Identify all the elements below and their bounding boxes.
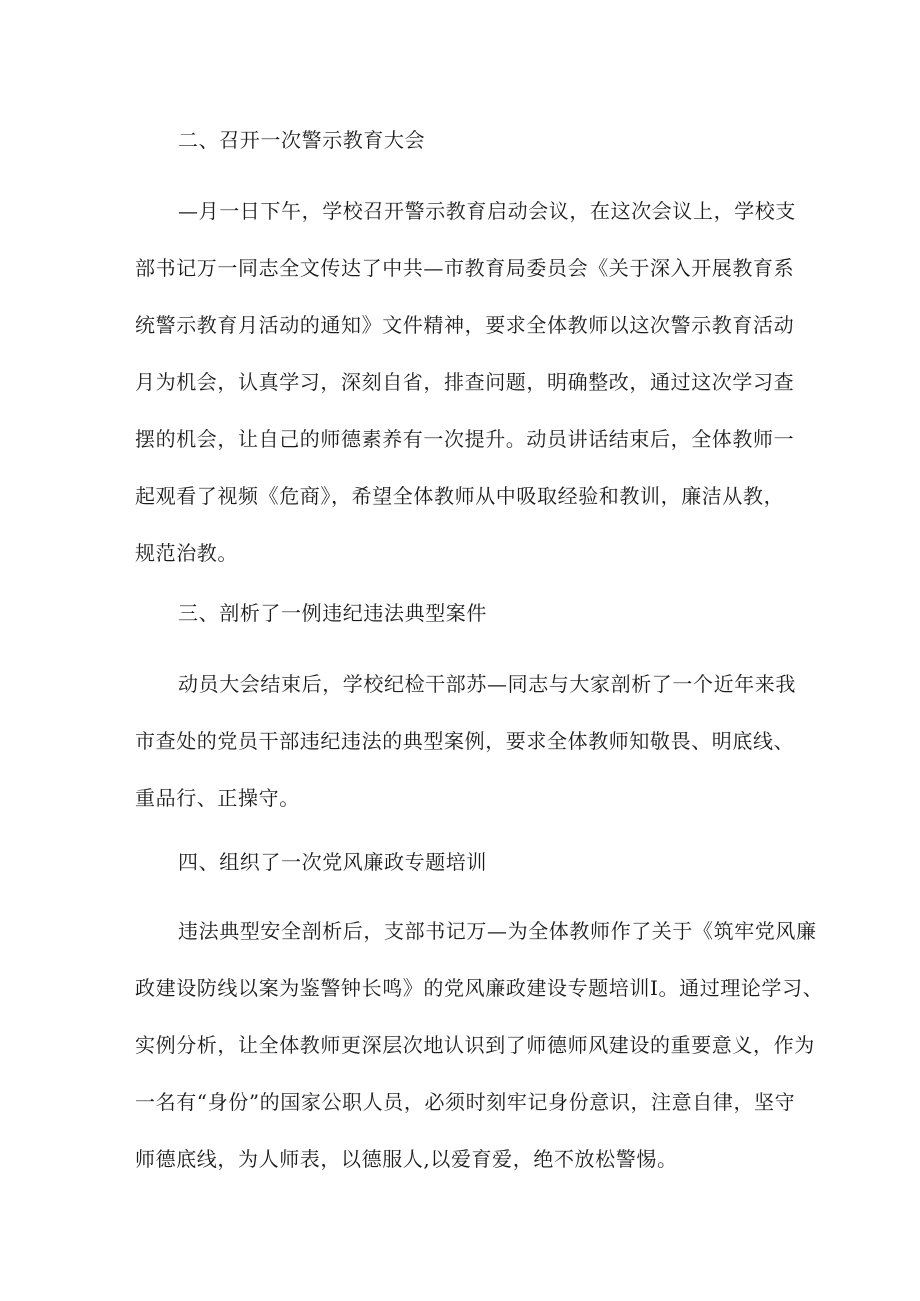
paragraph-line: —月一日下午，学校召开警示教育启动会议，在这次会议上，学校支 [178,199,796,223]
paragraph-line: 市查处的党员干部违纪违法的典型案例，要求全体教师知敬畏、明底线、 [135,729,795,753]
paragraph-line: 动员大会结束后，学校纪检干部苏—同志与大家剖析了一个近年来我 [178,672,796,696]
section-heading: 二、召开一次警示教育大会 [178,128,426,152]
paragraph-line: 统警示教育月活动的通知》文件精神，要求全体教师以这次警示教育活动 [135,313,795,337]
paragraph-line: 一名有“身份”的国家公职人员，必须时刻牢记身份意识，注意自律，坚守 [135,1090,796,1114]
paragraph-line: 政建设防线以案为鉴警钟长鸣》的党风廉政建设专题培训I。通过理论学习、 [135,976,824,1000]
paragraph-line: 实例分析，让全体教师更深层次地认识到了师德师风建设的重要意义，作为 [135,1033,815,1057]
paragraph-line: 月为机会，认真学习，深刻自省，排查问题，明确整改，通过这次学习查 [135,370,795,394]
paragraph-line: 重品行、正操守。 [135,786,300,810]
paragraph-line: 起观看了视频《危商》，希望全体教师从中吸取经验和教训，廉洁从教， [135,484,785,508]
paragraph-line: 违法典型安全剖析后，支部书记万—为全体教师作了关于《筑牢党风廉 [178,919,817,943]
paragraph-line: 规范治教。 [135,541,238,565]
section-heading: 三、剖析了一例违纪违法典型案件 [178,601,487,625]
paragraph-line: 摆的机会，让自己的师德素养有一次提升。动员讲话结束后，全体教师一 [135,427,795,451]
paragraph-line: 师德底线，为人师表，以德服人,以爱育爱，绝不放松警惕。 [135,1147,678,1171]
section-heading: 四、组织了一次党风廉政专题培训 [178,850,487,874]
paragraph-line: 部书记万一同志全文传达了中共—市教育局委员会《关于深入开展教育系 [135,256,795,280]
